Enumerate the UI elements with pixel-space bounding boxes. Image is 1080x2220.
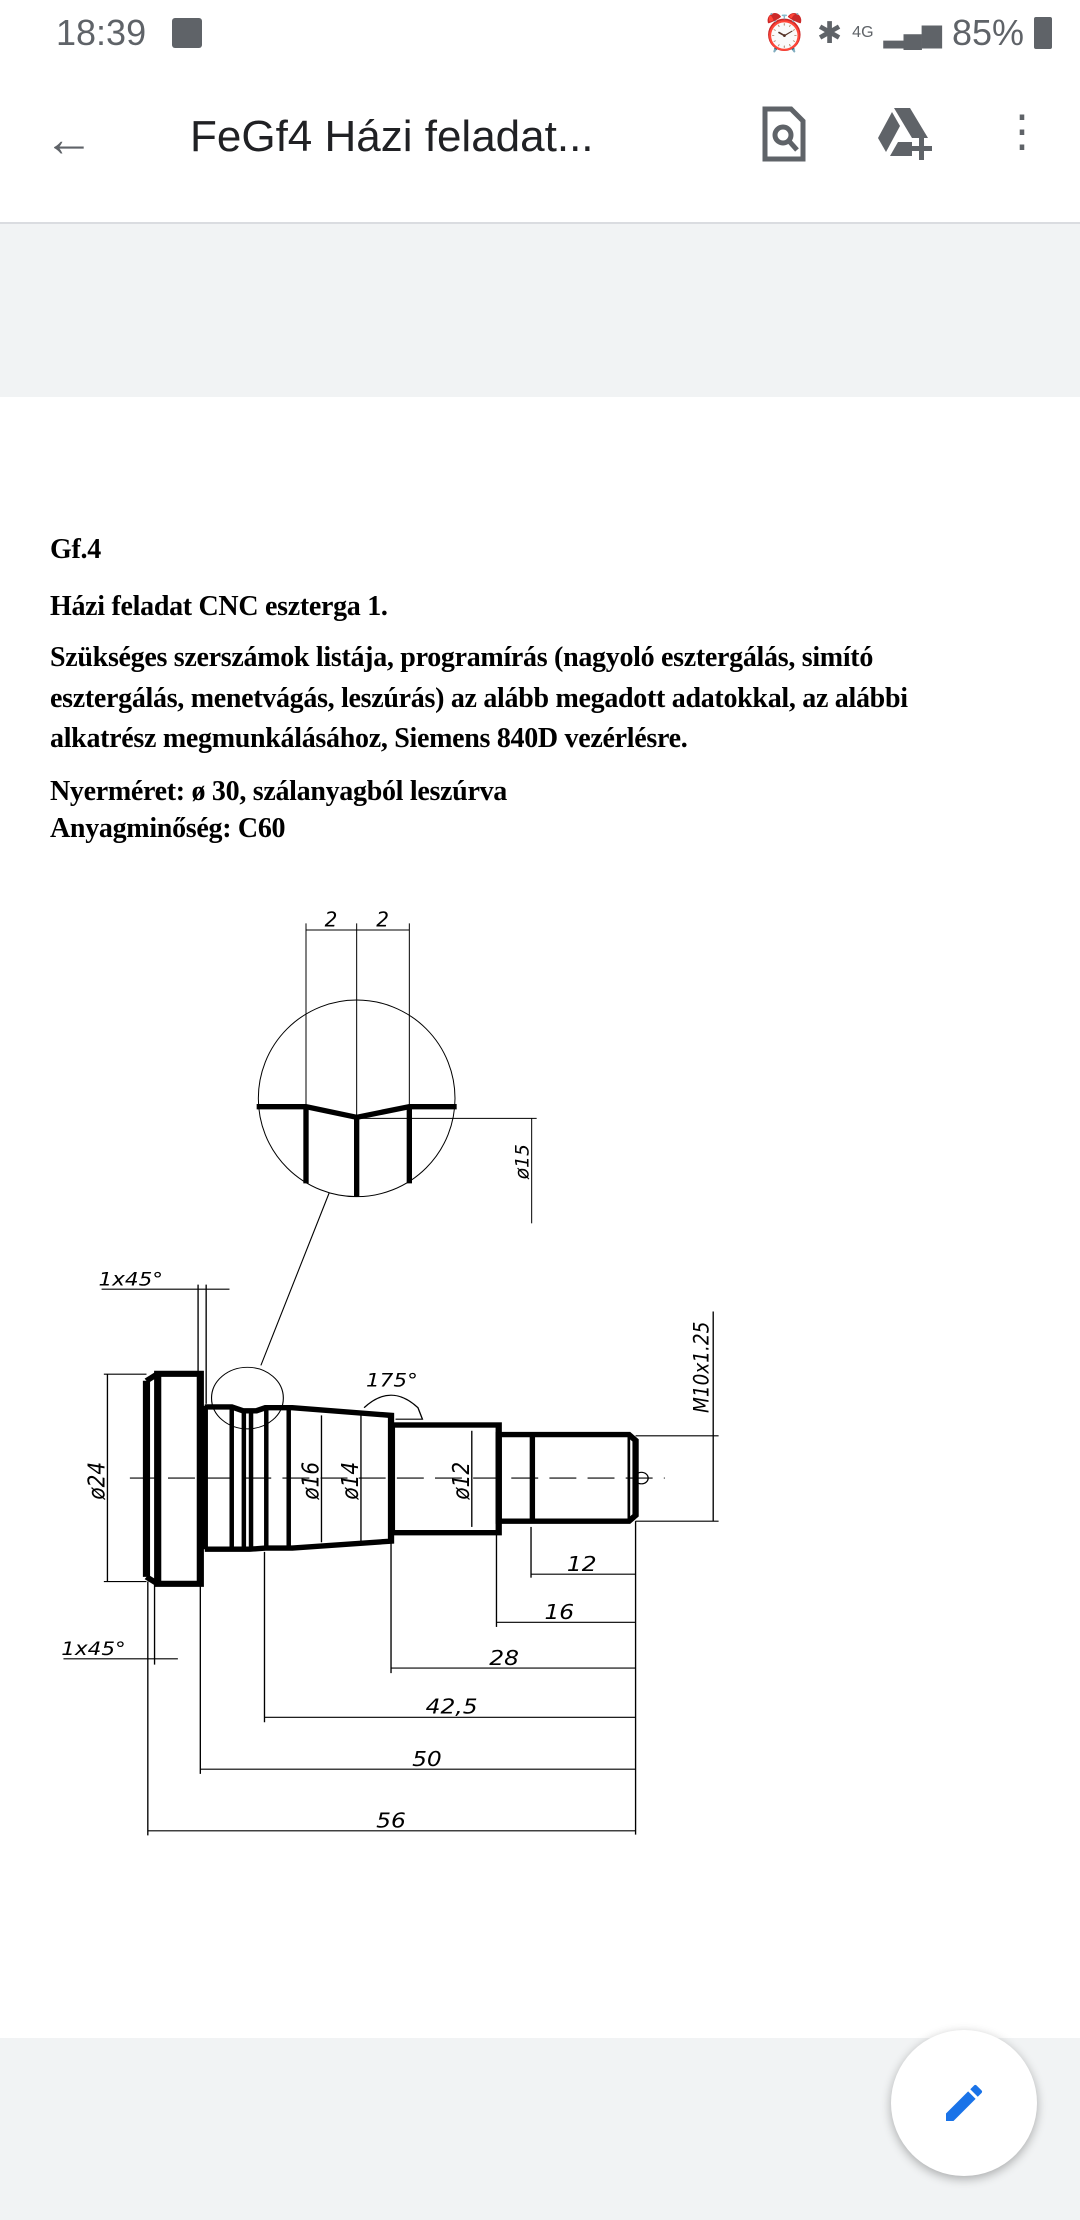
battery-icon xyxy=(1034,17,1052,49)
length-28-label: 28 xyxy=(489,1647,519,1671)
doc-task-line: alkatrész megmunkálásához, Siemens 840D vezérlésre. xyxy=(50,723,688,754)
length-50-label: 50 xyxy=(412,1748,442,1772)
diameter-14-label: ø14 xyxy=(337,1461,365,1500)
alarm-icon: ⏰ xyxy=(762,12,808,53)
detail-view-drawing xyxy=(200,880,600,1280)
length-12-label: 12 xyxy=(566,1553,597,1577)
find-in-document-icon[interactable] xyxy=(754,106,814,176)
doc-task-line: Szükséges szerszámok listája, programírás (nagyoló esztergálás, simító xyxy=(50,642,874,673)
detail-diameter-label: ø15 xyxy=(512,1144,534,1180)
diameter-12-label: ø12 xyxy=(448,1461,476,1500)
thread-label: M10x1.25 xyxy=(688,1321,715,1414)
doc-blank-size: Nyerméret: ø 30, szálanyagból leszúrva xyxy=(50,776,507,807)
angle-label: 175° xyxy=(365,1369,418,1392)
bluetooth-icon: ✱ xyxy=(817,16,843,50)
length-42-5-label: 42,5 xyxy=(425,1695,478,1719)
status-time: 18:39 xyxy=(56,12,147,53)
add-to-drive-icon[interactable] xyxy=(876,106,936,176)
doc-material: Anyagminőség: C60 xyxy=(50,813,286,844)
wifi-icon xyxy=(172,18,202,48)
document-title: FeGf4 Házi feladat... xyxy=(190,112,594,161)
network-type: 4G xyxy=(852,24,874,41)
doc-code: Gf.4 xyxy=(50,534,101,565)
battery-level: 85% xyxy=(951,12,1024,53)
chamfer-bottom-label: 1x45° xyxy=(61,1637,126,1660)
detail-marker-circle xyxy=(212,1367,284,1429)
length-56-label: 56 xyxy=(376,1810,406,1834)
diameter-16-label: ø16 xyxy=(297,1461,325,1500)
length-16-label: 16 xyxy=(544,1601,575,1625)
signal-icon: ▂▄▆ xyxy=(883,17,942,48)
more-options-icon[interactable]: ⋮ xyxy=(1000,107,1044,156)
pencil-icon xyxy=(940,2079,988,2127)
status-bar xyxy=(0,0,1080,70)
diameter-24-label: ø24 xyxy=(84,1461,112,1500)
app-bar xyxy=(0,70,1080,224)
doc-heading: Házi feladat CNC eszterga 1. xyxy=(50,591,388,622)
back-arrow-icon[interactable]: ← xyxy=(44,111,94,167)
edit-button[interactable] xyxy=(891,2030,1037,2176)
chamfer-top-label: 1x45° xyxy=(98,1267,164,1290)
detail-dim-label: 2 xyxy=(324,907,338,932)
doc-task-line: esztergálás, menetvágás, leszúrás) az alább megadott adatokkal, az alábbi xyxy=(50,683,908,714)
detail-dim-label: 2 xyxy=(376,907,390,932)
shaft-drawing xyxy=(50,1250,750,1850)
